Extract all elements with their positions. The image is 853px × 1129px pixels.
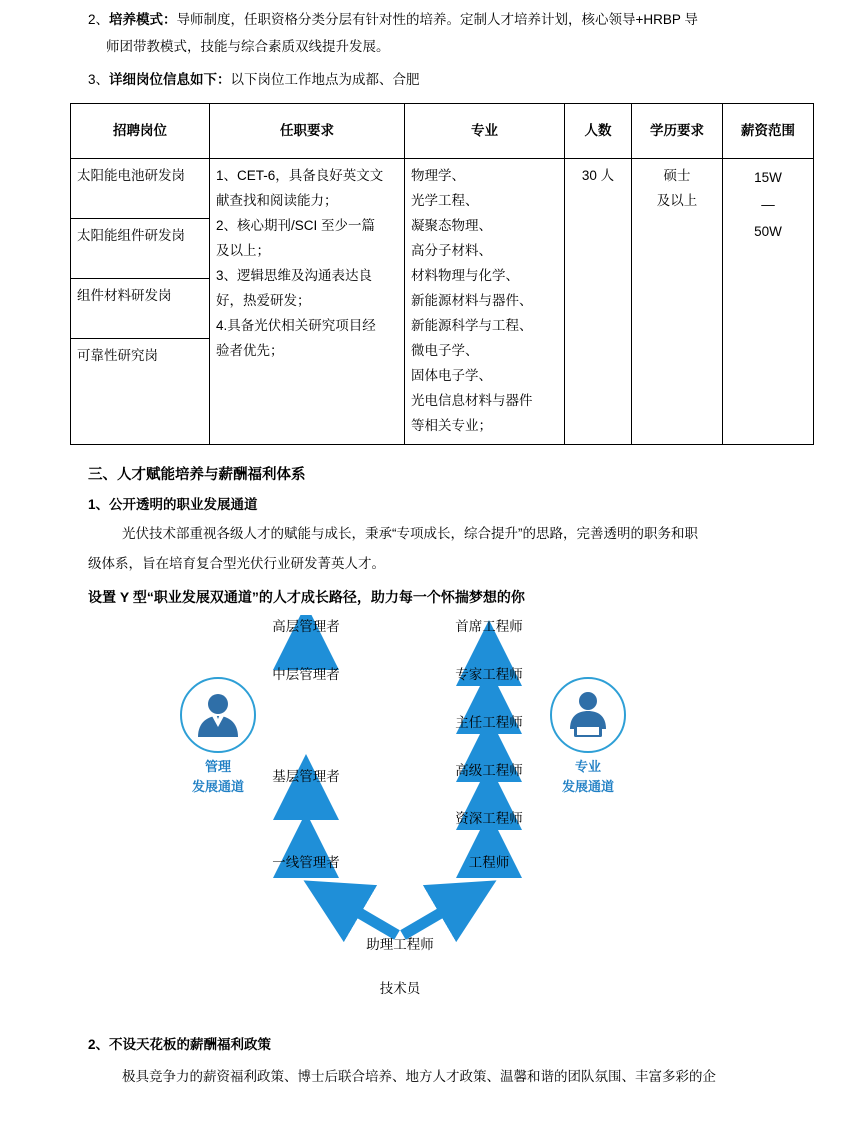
salary-line-2: —	[761, 197, 775, 212]
major-line-2: 光学工程、	[411, 192, 479, 208]
req-line-2: 献查找和阅读能力；	[216, 192, 338, 208]
major-line-5: 材料物理与化学、	[411, 267, 519, 283]
item-3-bold-label: 详细岗位信息如下：	[109, 72, 231, 87]
professional-badge-label	[546, 757, 630, 796]
item-2-bold-label: 培养模式：	[109, 12, 177, 27]
req-line-4: 及以上；	[216, 242, 270, 258]
cell-majors	[405, 159, 565, 445]
node-professional-5: 资深工程师	[455, 811, 523, 827]
cell-count: 30 人	[565, 159, 632, 445]
paragraph-item-2-line2	[70, 33, 783, 60]
node-professional-2: 专家工程师	[455, 667, 523, 683]
management-badge-circle	[180, 677, 256, 753]
node-base-technician: 技术员	[379, 981, 421, 997]
engineer-avatar-icon	[552, 679, 624, 751]
management-badge-line2: 发展通道	[191, 778, 244, 794]
header-count: 人数	[565, 104, 632, 159]
req-line-3: 2、核心期刊/SCI 至少一篇	[216, 217, 376, 233]
req-line-7: 4.具备光伏相关研究项目经	[216, 317, 376, 333]
table-header-row	[71, 104, 814, 159]
cell-post-2: 太阳能组件研发岗	[71, 218, 210, 278]
cell-post-4: 可靠性研究岗	[71, 338, 210, 444]
management-badge-label	[176, 757, 260, 796]
item-2-text: 导师制度，任职资格分类分层有针对性的培养。定制人才培养计划，核心领导+HRBP 导	[176, 12, 698, 27]
education-line-1: 硕士	[663, 168, 691, 183]
item-2-text-line2: 师团带教模式，技能与综合素质双线提升发展。	[106, 39, 390, 54]
node-management-4: 一线管理者	[272, 855, 340, 871]
header-education: 学历要求	[632, 104, 723, 159]
manager-avatar-icon	[182, 679, 254, 751]
major-line-4: 高分子材料、	[411, 242, 492, 258]
job-table-body	[71, 159, 814, 445]
cell-post-1: 太阳能电池研发岗	[71, 159, 210, 219]
subsection-1-paragraph-line1: 光伏技术部重视各级人才的赋能与成长，秉承“专项成长，综合提升”的思路，完善透明的职务和职	[122, 526, 698, 542]
cell-post-3: 组件材料研发岗	[71, 278, 210, 338]
header-post: 招聘岗位	[71, 104, 210, 159]
node-management-3: 基层管理者	[272, 769, 340, 785]
req-line-5: 3、逻辑思维及沟通表达良	[216, 267, 373, 283]
major-line-6: 新能源材料与器件、	[411, 292, 533, 308]
subsection-2-heading	[70, 1029, 783, 1061]
subsection-2-paragraph: 极具竞争力的薪资福利政策、博士后联合培养、地方人才政策、温馨和谐的团队氛围、丰富多彩的企	[122, 1068, 716, 1084]
header-requirements: 任职要求	[210, 104, 405, 159]
subsection-2-number: 2、	[88, 1037, 110, 1053]
paragraph-item-3	[70, 66, 783, 93]
major-line-10: 光电信息材料与器件	[411, 392, 533, 408]
table-row	[71, 159, 814, 219]
job-table	[70, 103, 814, 445]
subsection-1-heading	[70, 490, 783, 520]
node-base-assistant-engineer: 助理工程师	[366, 937, 434, 953]
major-line-1: 物理学、	[411, 168, 465, 183]
major-line-9: 固体电子学、	[411, 367, 492, 383]
professional-badge-line2: 发展通道	[561, 778, 614, 794]
node-management-1: 高层管理者	[272, 619, 340, 635]
node-management-2: 中层管理者	[272, 667, 340, 683]
major-line-8: 微电子学、	[411, 342, 479, 358]
subsection-1-number: 1、	[88, 496, 110, 512]
req-line-1: 1、CET-6，具备良好英文文	[216, 168, 384, 183]
item-3-number: 3、	[88, 72, 110, 87]
y-track-title: 设置 Y 型“职业发展双通道”的人才成长路径，助力每一个怀揣梦想的你	[88, 588, 525, 605]
major-line-3: 凝聚态物理、	[411, 217, 492, 233]
header-major: 专业	[405, 104, 565, 159]
node-professional-3: 主任工程师	[455, 715, 523, 731]
subsection-1-paragraph-line2: 级体系，旨在培育复合型光伏行业研发菁英人才。	[88, 556, 385, 572]
major-line-7: 新能源科学与工程、	[411, 317, 533, 333]
cell-requirements	[210, 159, 405, 445]
major-line-11: 等相关专业；	[411, 417, 492, 433]
management-badge-line1: 管理	[204, 759, 231, 775]
subsection-1-title: 公开透明的职业发展通道	[109, 496, 258, 512]
salary-line-1: 15W	[754, 170, 782, 185]
career-path-diagram	[70, 615, 783, 1015]
node-professional-1: 首席工程师	[455, 619, 523, 635]
education-line-2: 及以上	[656, 192, 698, 208]
job-table-head	[71, 104, 814, 159]
cell-education	[632, 159, 723, 445]
node-professional-6: 工程师	[468, 855, 510, 871]
item-3-text: 以下岗位工作地点为成都、合肥	[230, 72, 420, 87]
item-2-number: 2、	[88, 12, 110, 27]
node-professional-4: 高级工程师	[455, 763, 523, 779]
salary-line-3: 50W	[754, 224, 782, 239]
section-title-3: 三、人才赋能培养与薪酬福利体系	[88, 466, 306, 483]
req-line-8: 验者优先；	[216, 342, 284, 358]
header-salary: 薪资范围	[723, 104, 814, 159]
diagram-arrows	[70, 615, 783, 1015]
req-line-6: 好，热爱研发；	[216, 292, 311, 308]
cell-salary	[723, 159, 814, 445]
professional-badge-circle	[550, 677, 626, 753]
paragraph-item-2	[70, 6, 783, 33]
professional-badge-line1: 专业	[574, 759, 601, 775]
subsection-2-title: 不设天花板的薪酬福利政策	[109, 1037, 272, 1053]
